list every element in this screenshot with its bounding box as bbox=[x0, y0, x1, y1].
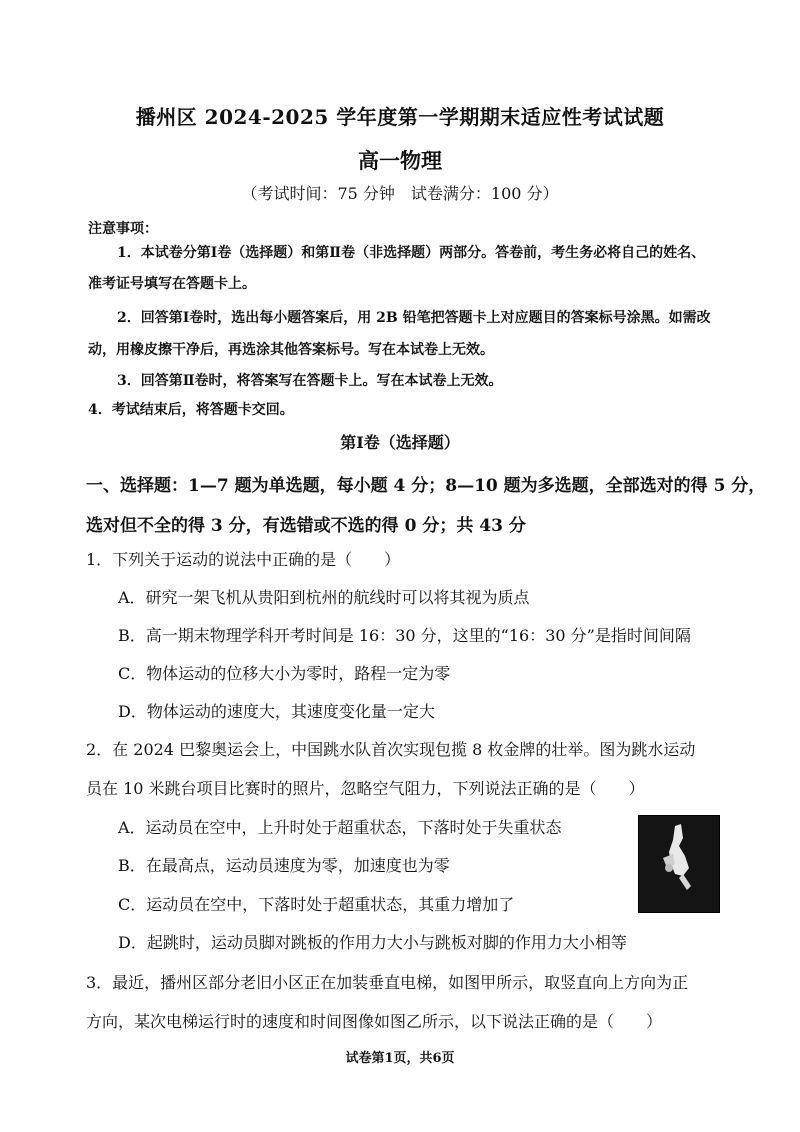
note-line: 4．考试结束后，将答题卡交回。 bbox=[88, 402, 294, 418]
part-instructions: 选对但不全的得 3 分，有选错或不选的得 0 分；共 43 分 bbox=[86, 516, 526, 536]
page-footer: 试卷第1页，共6页 bbox=[345, 1051, 455, 1066]
question-1-option-b: B．高一期末物理学科开考时间是 16：30 分，这里的“16：30 分”是指时间间隔 bbox=[118, 626, 691, 645]
exam-subject: 高一物理 bbox=[358, 148, 442, 173]
note-line: 3．回答第Ⅱ卷时，将答案写在答题卡上。写在本试卷上无效。 bbox=[117, 373, 503, 389]
question-3-stem: 方向，某次电梯运行时的速度和时间图像如图乙所示，以下说法正确的是（ ） bbox=[86, 1012, 663, 1031]
question-2-stem: 员在 10 米跳台项目比赛时的照片，忽略空气阻力，下列说法正确的是（ ） bbox=[86, 779, 645, 798]
notes-heading: 注意事项： bbox=[88, 221, 158, 237]
question-1-stem: 1．下列关于运动的说法中正确的是（ ） bbox=[86, 550, 401, 569]
exam-meta: （考试时间：75 分钟 试卷满分：100 分） bbox=[241, 184, 559, 203]
question-2-option-a: A．运动员在空中，上升时处于超重状态，下落时处于失重状态 bbox=[118, 818, 562, 837]
question-1-option-a: A．研究一架飞机从贵阳到杭州的航线时可以将其视为质点 bbox=[118, 588, 530, 607]
question-1-option-c: C．物体运动的位移大小为零时，路程一定为零 bbox=[118, 664, 451, 683]
note-line: 准考证号填写在答题卡上。 bbox=[88, 276, 256, 292]
question-2-option-c: C．运动员在空中，下落时处于超重状态，其重力增加了 bbox=[118, 895, 515, 914]
note-line: 1．本试卷分第Ⅰ卷（选择题）和第Ⅱ卷（非选择题）两部分。答卷前，考生务必将自己的姓名、 bbox=[117, 245, 706, 261]
exam-title: 播州区 2024-2025 学年度第一学期期末适应性考试试题 bbox=[135, 105, 665, 129]
question-3-stem: 3．最近，播州区部分老旧小区正在加装垂直电梯，如图甲所示，取竖直向上方向为正 bbox=[86, 973, 689, 992]
question-2-stem: 2．在 2024 巴黎奥运会上，中国跳水队首次实现包揽 8 枚金牌的壮举。图为跳水运动 bbox=[86, 740, 696, 759]
question-1-option-d: D．物体运动的速度大，其速度变化量一定大 bbox=[118, 702, 435, 721]
diver-photo bbox=[638, 815, 720, 913]
question-2-option-b: B．在最高点，运动员速度为零，加速度也为零 bbox=[118, 856, 450, 875]
note-line: 2．回答第Ⅰ卷时，选出每小题答案后，用 2B 铅笔把答题卡上对应题目的答案标号涂黑。如需改 bbox=[117, 310, 711, 326]
note-line: 动，用橡皮擦干净后，再选涂其他答案标号。写在本试卷上无效。 bbox=[88, 342, 494, 358]
part-instructions: 一、选择题：1—7 题为单选题，每小题 4 分；8—10 题为多选题，全部选对的得 5 分， bbox=[86, 476, 766, 496]
section-title: 第Ⅰ卷（选择题） bbox=[340, 433, 460, 452]
question-2-option-d: D．起跳时，运动员脚对跳板的作用力大小与跳板对脚的作用力大小相等 bbox=[118, 933, 627, 952]
